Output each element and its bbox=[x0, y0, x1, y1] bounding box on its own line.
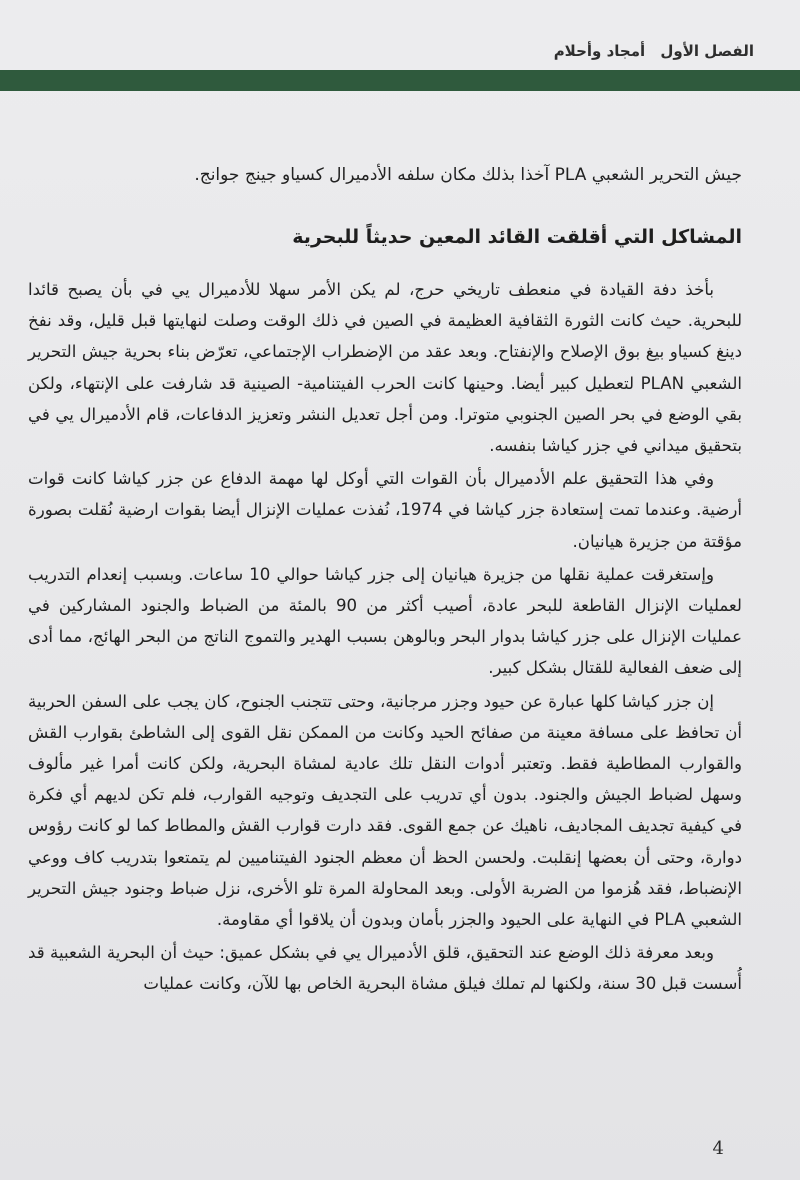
header-bar bbox=[0, 70, 800, 91]
chapter-label: الفصل الأول bbox=[660, 42, 754, 60]
section-heading: المشاكل التي أقلقت القائد المعين حديثاً للبحرية bbox=[292, 226, 742, 248]
paragraph-5: وبعد معرفة ذلك الوضع عند التحقيق، قلق الأدميرال يي في بشكل عميق: حيث أن البحرية الشعبية قد أُسست قبل 30 سنة، ولكنها لم تملك فيلق مشاة البحرية الخاص بها للآن، وكانت عمليات bbox=[28, 943, 742, 994]
paragraph-1: بأخذ دفة القيادة في منعطف تاريخي حرج، لم يكن الأمر سهلا للأدميرال يي في بأن يصبح قائدا للبحرية. حيث كانت الثورة الثقافية العظيمة في الصين في ذلك الوقت وصلت لنهايتها قبل قليل، وقد نفخ دينغ كسياو بيغ بوق الإصلاح والإنفتاح. وبعد عقد من الإضطراب الإجتماعي، تعرّض بناء بحرية جيش التحرير الشعبي PLAN لتعطيل كبير أيضا. وحينها كانت الحرب الفيتنامية- الصينية قد شارفت على الإنتهاء، ولكن بقي الوضع في بحر الصين الجنوبي متوترا. ومن أجل تعديل النشر وتعزيز الدفاعات، قام الأدميرال يي في بتحقيق ميداني في جزر كياشا بنفسه. bbox=[28, 280, 742, 456]
paragraph-4: إن جزر كياشا كلها عبارة عن حيود وجزر مرجانية، وحتى تتجنب الجنوح، كان يجب على السفن الحربية أن تحافظ على مسافة معينة من صفائح الحيد وكانت من الممكن نقل القوى إلى الشاطئ بقوارب القش والقوارب المطاطية فقط. وتعتبر أدوات النقل تلك عادية لمشاة البحرية، ولكن كانت أمرا غير مألوف وسهل لضباط الجيش والجنود. بدون أي تدريب على التجديف وتوجيه القوارب، فلم تكن لديهم أي فكرة في كيفية تجديف المجاديف، ناهيك عن جمع القوى. فقد دارت قوارب القش والمطاط كما لو كانت رؤوس دوارة، وحتى أن بعضها إنقلبت. ولحسن الحظ أن معظم الجنود الفيتناميين لم يتمتعوا بتدريب كاف ووعي الإنضباط، فقد هُزموا من الضربة الأولى. وبعد المحاولة المرة تلو الأخرى، نزل ضباط وجنود جيش التحرير الشعبي PLA في النهاية على الحيود والجزر بأمان وبدون أن يلاقوا أي مقاومة. bbox=[28, 691, 742, 930]
page-number: 4 bbox=[712, 1138, 724, 1159]
paragraph-3: وإستغرقت عملية نقلها من جزيرة هيانيان إلى جزر كياشا حوالي 10 ساعات. وبسبب إنعدام التدريب لعمليات الإنزال القاطعة للبحر عادة، أصيب أكثر من 90 بالمئة من الضباط والجنود المشاركين في عمليات الإنزال على جزر كياشا بدوار البحر وبالوهن بسبب الهدير والتموج الناتج من البحر الهائج، مما أدى إلى ضعف الفعالية للقتال بشكل كبير. bbox=[28, 564, 742, 678]
page-content bbox=[28, 148, 742, 1002]
running-header bbox=[46, 42, 754, 64]
body-text bbox=[28, 274, 742, 1000]
intro-line: جيش التحرير الشعبي PLA آخذا بذلك مكان سلفه الأدميرال كسياو جينج جوانج. bbox=[194, 165, 742, 185]
paragraph-2: وفي هذا التحقيق علم الأدميرال بأن القوات التي أوكل لها مهمة الدفاع عن جزر كياشا كانت قوات أرضية. وعندما تمت إستعادة جزر كياشا في 1974، نُفذت عمليات الإنزال أيضا بقوات ارضية نُقلت بصورة مؤقتة من جزيرة هيانيان. bbox=[28, 469, 742, 551]
chapter-title: أمجاد وأحلام bbox=[553, 42, 646, 60]
